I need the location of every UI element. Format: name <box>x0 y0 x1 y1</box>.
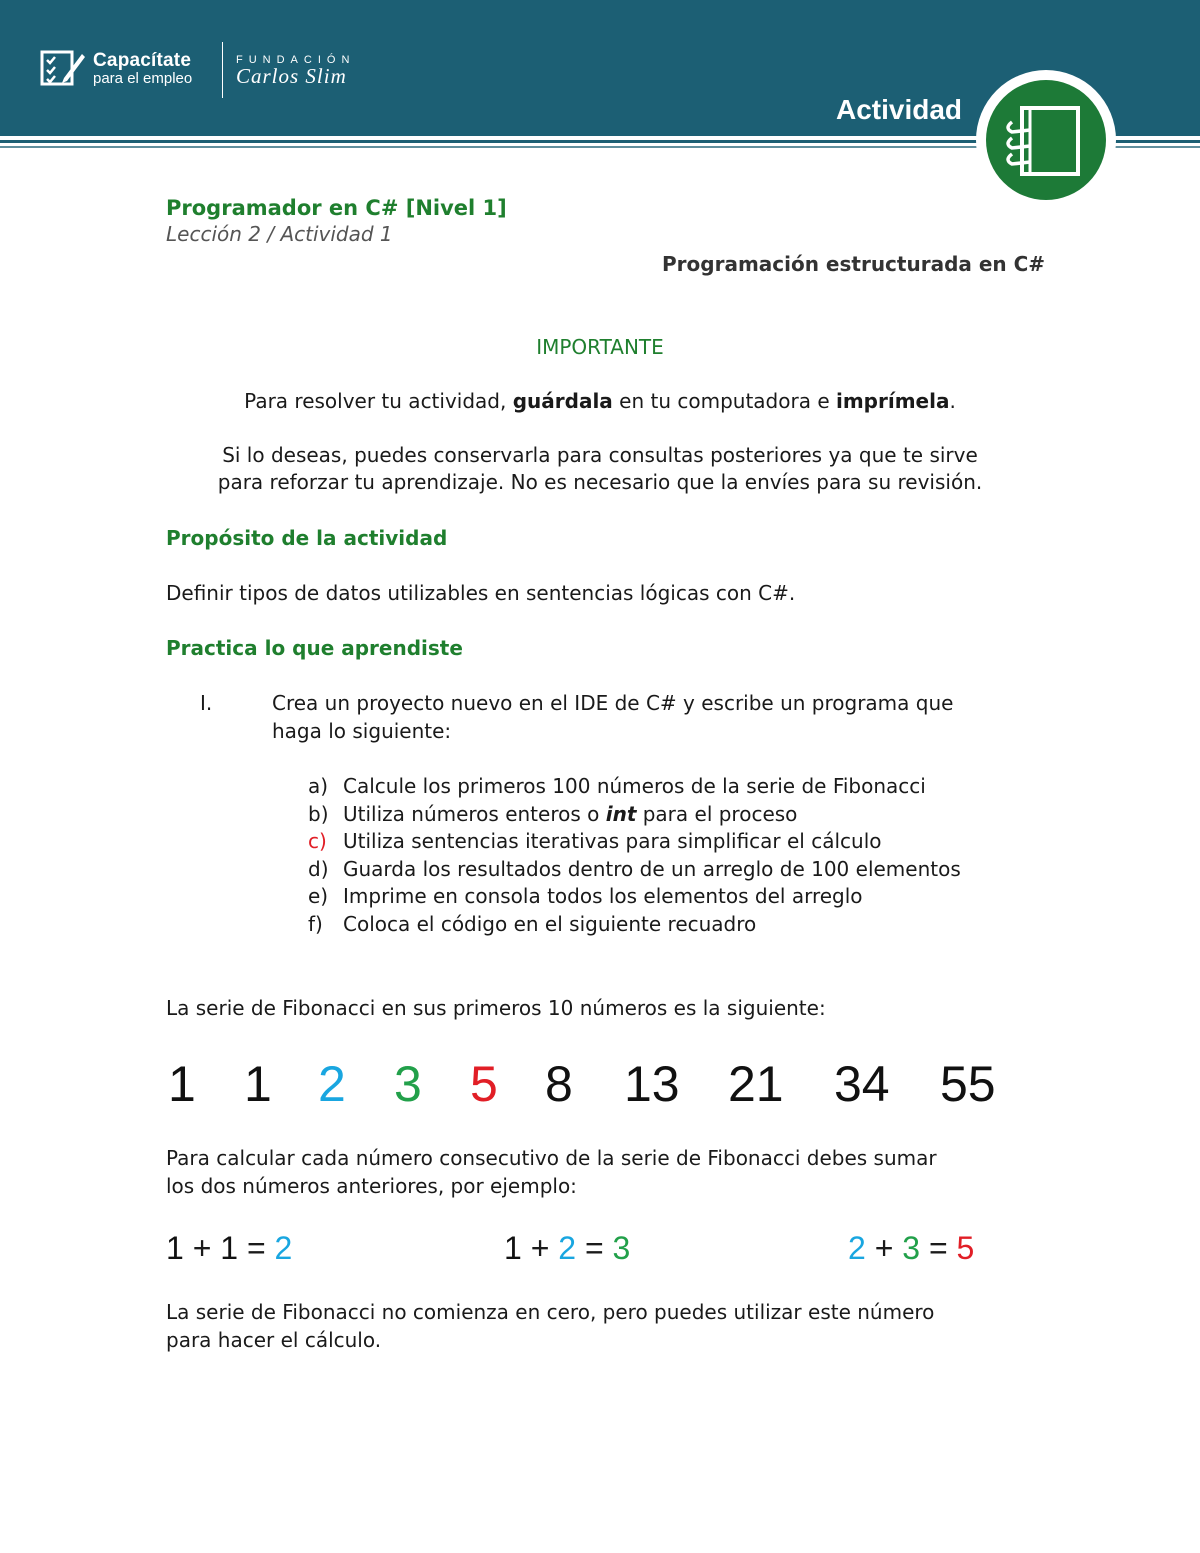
item-line2: haga lo siguiente: <box>272 719 452 743</box>
subitem-text: Calcule los primeros 100 números de la serie de Fibonacci <box>343 774 926 798</box>
topic-title: Programación estructurada en C# <box>662 252 1046 276</box>
lesson-label: Lección 2 / Actividad 1 <box>166 222 393 246</box>
checklist-pen-icon <box>40 48 86 88</box>
section-label: Actividad <box>836 94 963 125</box>
notebook-icon <box>986 80 1106 200</box>
subitem-text: Guarda los resultados dentro de un arreglo de 100 elementos <box>343 857 961 881</box>
subitem-letter: e) <box>308 884 329 908</box>
zero-note-line1: La serie de Fibonacci no comienza en cero, pero puedes utilizar este número <box>166 1300 935 1324</box>
foundation-name: Carlos Slim <box>236 64 347 88</box>
series-number: 21 <box>728 1056 784 1112</box>
series-number: 13 <box>624 1056 680 1112</box>
zero-note-line2: para hacer el cálculo. <box>166 1328 382 1352</box>
series-number: 5 <box>470 1056 498 1112</box>
subitem-text: Imprime en consola todos los elementos del arreglo <box>343 884 863 908</box>
calc-line2: los dos números anteriores, por ejemplo: <box>166 1174 577 1198</box>
course-title: Programador en C# [Nivel 1] <box>166 196 507 220</box>
series-number: 55 <box>940 1056 996 1112</box>
item-number: I. <box>200 691 213 715</box>
subitem-letter: f) <box>308 912 323 936</box>
subitem-text: Utiliza números enteros o int para el proceso <box>343 802 798 826</box>
item-line1: Crea un proyecto nuevo en el IDE de C# y escribe un programa que <box>272 691 954 715</box>
series-number: 8 <box>545 1056 573 1112</box>
example-equation: 2 + 3 = 5 <box>848 1230 975 1266</box>
example-equation: 1 + 2 = 3 <box>504 1230 631 1266</box>
calc-line1: Para calcular cada número consecutivo de la serie de Fibonacci debes sumar <box>166 1146 937 1170</box>
logo-divider <box>222 42 223 98</box>
resolve-instruction: Para resolver tu actividad, guárdala en tu computadora e imprímela. <box>244 389 956 413</box>
series-number: 2 <box>318 1056 346 1112</box>
series-number: 1 <box>168 1056 196 1112</box>
important-heading: IMPORTANTE <box>536 335 664 359</box>
subitem-letter: d) <box>308 857 329 881</box>
purpose-text: Definir tipos de datos utilizables en sentencias lógicas con C#. <box>166 581 796 605</box>
series-number: 34 <box>834 1056 890 1112</box>
subitem-letter: a) <box>308 774 329 798</box>
series-number: 3 <box>394 1056 422 1112</box>
practice-heading: Practica lo que aprendiste <box>166 636 463 660</box>
subitem-letter: c) <box>308 829 327 853</box>
subitem-text: Utiliza sentencias iterativas para simplificar el cálculo <box>343 829 882 853</box>
subitem-text: Coloca el código en el siguiente recuadro <box>343 912 757 936</box>
series-intro: La serie de Fibonacci en sus primeros 10 números es la siguiente: <box>166 996 826 1020</box>
brand-name: Capacítate <box>93 50 192 71</box>
subitem-letter: b) <box>308 802 329 826</box>
foundation-label: FUNDACIÓN <box>236 54 356 66</box>
keep-note-line2: para reforzar tu aprendizaje. No es necesario que la envíes para su revisión. <box>217 470 983 494</box>
keep-note-line1: Si lo deseas, puedes conservarla para consultas posteriores ya que te sirve <box>222 443 978 467</box>
example-equation: 1 + 1 = 2 <box>166 1230 293 1266</box>
purpose-heading: Propósito de la actividad <box>166 526 448 550</box>
brand-subtitle: para el empleo <box>93 70 193 87</box>
activity-badge <box>976 70 1116 210</box>
series-number: 1 <box>244 1056 272 1112</box>
